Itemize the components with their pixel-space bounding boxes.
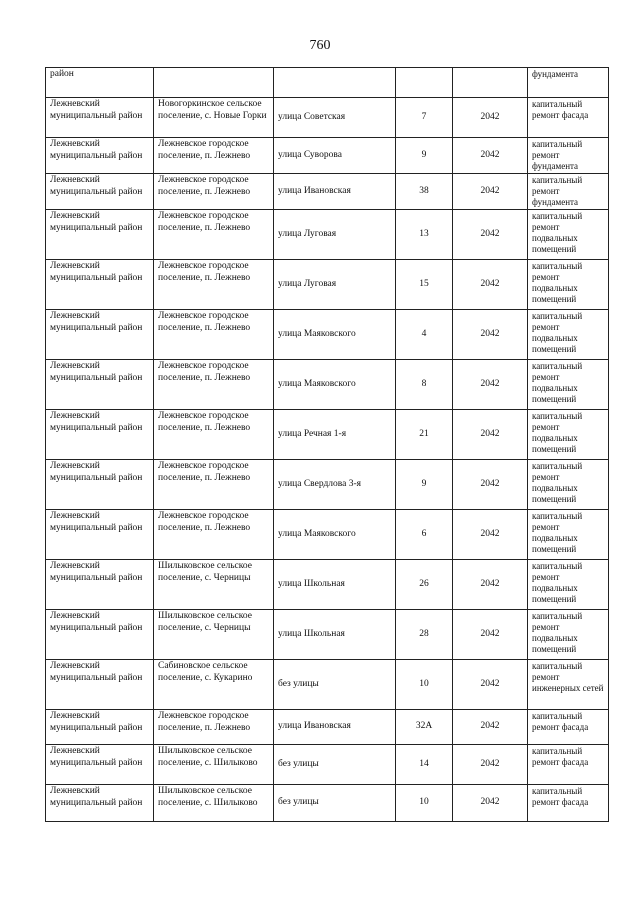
table-row xyxy=(46,360,609,410)
settlement-cell: Сабиновское сельское поселение, с. Кукарино xyxy=(154,660,274,710)
settlement-cell: Шилыковское сельское поселение, с. Черницы xyxy=(154,610,274,660)
work-type-cell: капитальный ремонт подвальных помещений xyxy=(528,210,609,260)
table-row xyxy=(46,138,609,174)
work-type-cell: капитальный ремонт подвальных помещений xyxy=(528,610,609,660)
year-cell: 2042 xyxy=(453,310,528,360)
district-cell: Лежневский муниципальный район xyxy=(46,260,154,310)
table-row xyxy=(46,660,609,710)
house-number-cell: 8 xyxy=(396,360,453,410)
settlement-cell xyxy=(154,68,274,98)
street-cell: улица Свердлова 3-я xyxy=(274,460,396,510)
district-cell: Лежневский муниципальный район xyxy=(46,410,154,460)
district-cell: Лежневский муниципальный район xyxy=(46,138,154,174)
table-row xyxy=(46,510,609,560)
street-cell xyxy=(274,68,396,98)
work-type-cell: капитальный ремонт подвальных помещений xyxy=(528,410,609,460)
table-row xyxy=(46,460,609,510)
work-type-cell: капитальный ремонт фасада xyxy=(528,785,609,822)
house-number-cell: 26 xyxy=(396,560,453,610)
year-cell: 2042 xyxy=(453,710,528,745)
year-cell: 2042 xyxy=(453,785,528,822)
house-number-cell: 10 xyxy=(396,785,453,822)
street-cell: без улицы xyxy=(274,660,396,710)
table-row xyxy=(46,210,609,260)
settlement-cell: Лежневское городское поселение, п. Лежнево xyxy=(154,310,274,360)
year-cell: 2042 xyxy=(453,260,528,310)
settlement-cell: Шилыковское сельское поселение, с. Черницы xyxy=(154,560,274,610)
district-cell: Лежневский муниципальный район xyxy=(46,560,154,610)
settlement-cell: Лежневское городское поселение, п. Лежнево xyxy=(154,174,274,210)
year-cell: 2042 xyxy=(453,745,528,785)
table-body xyxy=(46,68,609,822)
table-row xyxy=(46,310,609,360)
work-type-cell: капитальный ремонт фундамента xyxy=(528,138,609,174)
house-number-cell: 9 xyxy=(396,460,453,510)
year-cell: 2042 xyxy=(453,560,528,610)
street-cell: улица Ивановская xyxy=(274,710,396,745)
work-type-cell: капитальный ремонт подвальных помещений xyxy=(528,560,609,610)
work-type-cell: капитальный ремонт подвальных помещений xyxy=(528,460,609,510)
house-number-cell: 6 xyxy=(396,510,453,560)
house-number-cell: 32А xyxy=(396,710,453,745)
street-cell: улица Ивановская xyxy=(274,174,396,210)
work-type-cell: капитальный ремонт фасада xyxy=(528,745,609,785)
year-cell: 2042 xyxy=(453,174,528,210)
housing-repair-table xyxy=(45,67,609,822)
settlement-cell: Лежневское городское поселение, п. Лежнево xyxy=(154,460,274,510)
table-row xyxy=(46,260,609,310)
house-number-cell: 38 xyxy=(396,174,453,210)
settlement-cell: Лежневское городское поселение, п. Лежнево xyxy=(154,360,274,410)
year-cell: 2042 xyxy=(453,360,528,410)
settlement-cell: Лежневское городское поселение, п. Лежнево xyxy=(154,138,274,174)
street-cell: без улицы xyxy=(274,745,396,785)
work-type-cell: капитальный ремонт подвальных помещений xyxy=(528,510,609,560)
work-type-cell: капитальный ремонт подвальных помещений xyxy=(528,360,609,410)
settlement-cell: Лежневское городское поселение, п. Лежнево xyxy=(154,210,274,260)
table-row xyxy=(46,98,609,138)
table-row xyxy=(46,410,609,460)
work-type-cell: капитальный ремонт инженерных сетей xyxy=(528,660,609,710)
district-cell: Лежневский муниципальный район xyxy=(46,510,154,560)
work-type-cell: капитальный ремонт подвальных помещений xyxy=(528,310,609,360)
district-cell: Лежневский муниципальный район xyxy=(46,610,154,660)
house-number-cell: 21 xyxy=(396,410,453,460)
year-cell: 2042 xyxy=(453,610,528,660)
house-number-cell: 7 xyxy=(396,98,453,138)
table-row xyxy=(46,560,609,610)
table-row xyxy=(46,610,609,660)
house-number-cell xyxy=(396,68,453,98)
street-cell: улица Луговая xyxy=(274,210,396,260)
street-cell: улица Маяковского xyxy=(274,310,396,360)
house-number-cell: 4 xyxy=(396,310,453,360)
district-cell: Лежневский муниципальный район xyxy=(46,745,154,785)
district-cell: Лежневский муниципальный район xyxy=(46,310,154,360)
year-cell: 2042 xyxy=(453,210,528,260)
district-cell: Лежневский муниципальный район xyxy=(46,174,154,210)
settlement-cell: Лежневское городское поселение, п. Лежнево xyxy=(154,410,274,460)
district-cell: Лежневский муниципальный район xyxy=(46,460,154,510)
table-row xyxy=(46,174,609,210)
work-type-cell: капитальный ремонт фасада xyxy=(528,710,609,745)
district-cell: Лежневский муниципальный район xyxy=(46,210,154,260)
work-type-cell: капитальный ремонт подвальных помещений xyxy=(528,260,609,310)
house-number-cell: 10 xyxy=(396,660,453,710)
house-number-cell: 13 xyxy=(396,210,453,260)
street-cell: улица Луговая xyxy=(274,260,396,310)
street-cell: улица Маяковского xyxy=(274,510,396,560)
street-cell: улица Школьная xyxy=(274,560,396,610)
street-cell: улица Школьная xyxy=(274,610,396,660)
year-cell: 2042 xyxy=(453,410,528,460)
house-number-cell: 14 xyxy=(396,745,453,785)
year-cell: 2042 xyxy=(453,460,528,510)
settlement-cell: Лежневское городское поселение, п. Лежнево xyxy=(154,710,274,745)
street-cell: улица Советская xyxy=(274,98,396,138)
district-cell: Лежневский муниципальный район xyxy=(46,710,154,745)
work-type-cell: капитальный ремонт фасада xyxy=(528,98,609,138)
district-cell: Лежневский муниципальный район xyxy=(46,785,154,822)
district-cell: район xyxy=(46,68,154,98)
year-cell xyxy=(453,68,528,98)
work-type-cell: фундамента xyxy=(528,68,609,98)
table-row xyxy=(46,710,609,745)
settlement-cell: Шилыковское сельское поселение, с. Шилыково xyxy=(154,745,274,785)
year-cell: 2042 xyxy=(453,98,528,138)
district-cell: Лежневский муниципальный район xyxy=(46,360,154,410)
street-cell: без улицы xyxy=(274,785,396,822)
settlement-cell: Лежневское городское поселение, п. Лежнево xyxy=(154,260,274,310)
house-number-cell: 28 xyxy=(396,610,453,660)
house-number-cell: 15 xyxy=(396,260,453,310)
street-cell: улица Речная 1-я xyxy=(274,410,396,460)
street-cell: улица Маяковского xyxy=(274,360,396,410)
work-type-cell: капитальный ремонт фундамента xyxy=(528,174,609,210)
page-number: 760 xyxy=(309,38,331,53)
settlement-cell: Лежневское городское поселение, п. Лежнево xyxy=(154,510,274,560)
settlement-cell: Шилыковское сельское поселение, с. Шилыково xyxy=(154,785,274,822)
year-cell: 2042 xyxy=(453,660,528,710)
street-cell: улица Суворова xyxy=(274,138,396,174)
table-row xyxy=(46,745,609,785)
district-cell: Лежневский муниципальный район xyxy=(46,660,154,710)
house-number-cell: 9 xyxy=(396,138,453,174)
table-row xyxy=(46,785,609,822)
table-row xyxy=(46,68,609,98)
year-cell: 2042 xyxy=(453,510,528,560)
district-cell: Лежневский муниципальный район xyxy=(46,98,154,138)
year-cell: 2042 xyxy=(453,138,528,174)
settlement-cell: Новогоркинское сельское поселение, с. Новые Горки xyxy=(154,98,274,138)
